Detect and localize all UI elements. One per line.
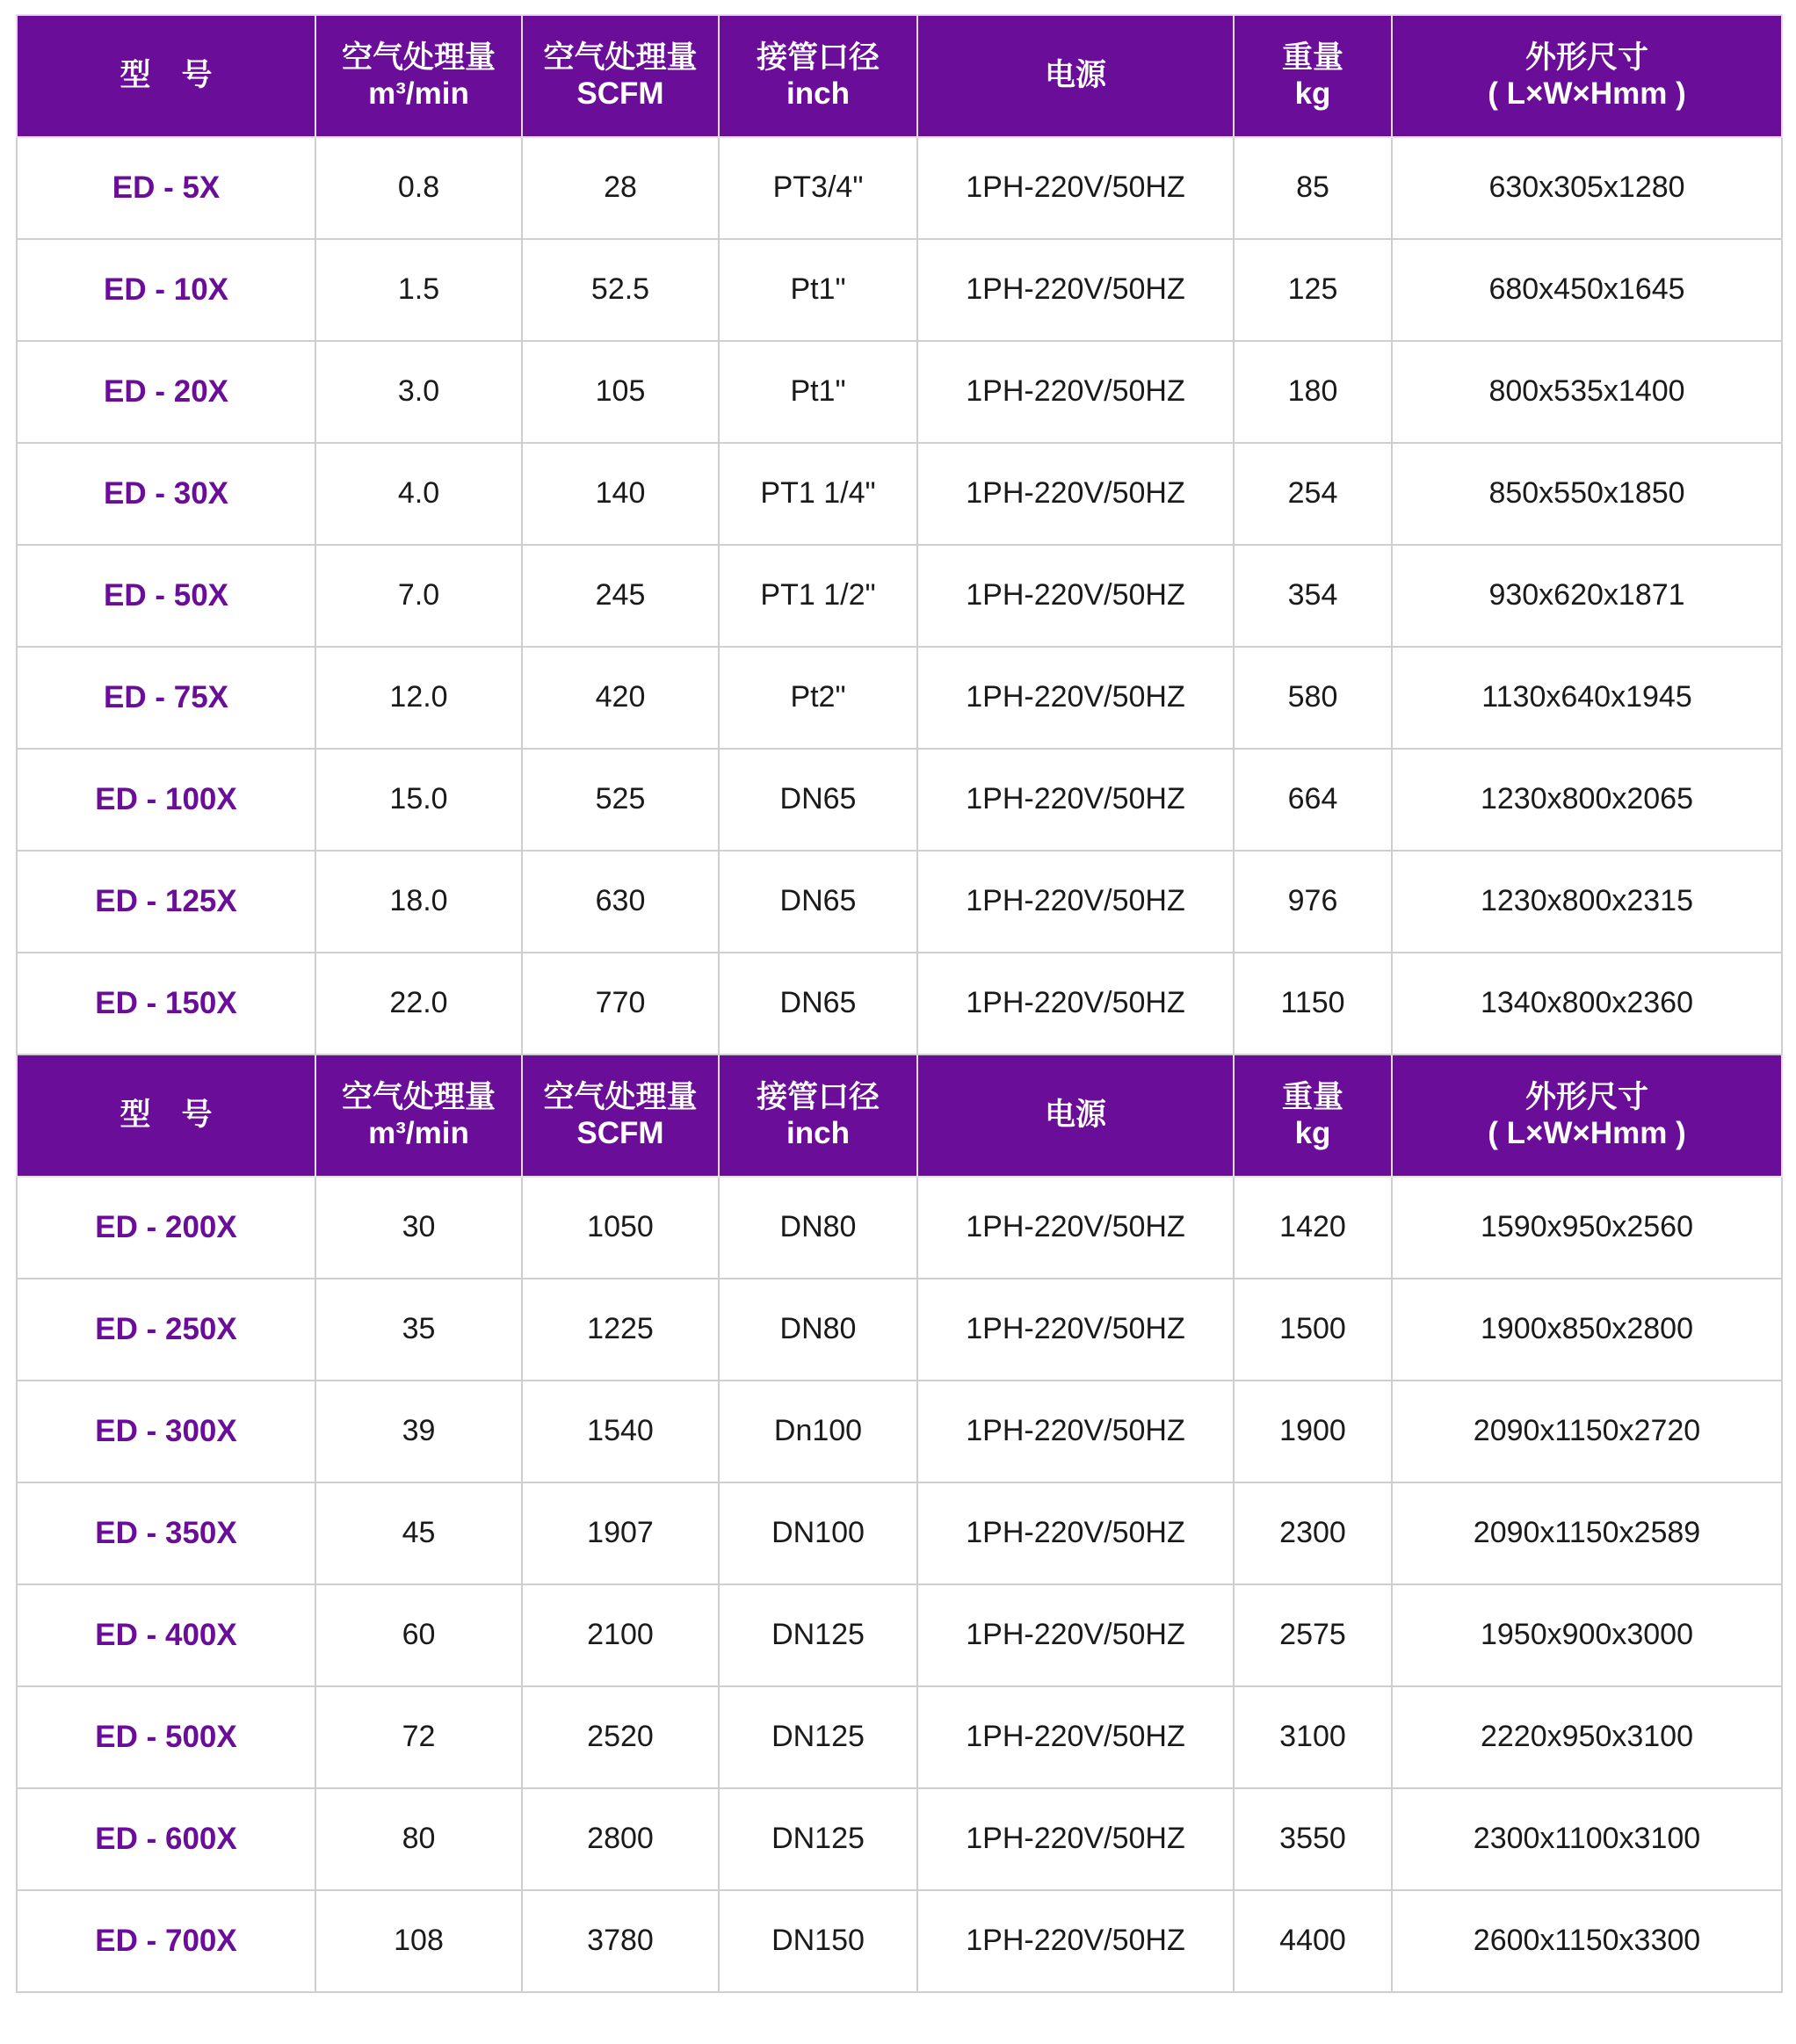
cell-dimensions: 2300x1100x3100 — [1392, 1788, 1782, 1890]
cell-pipe-size: DN65 — [719, 851, 917, 953]
cell-airflow-scfm: 525 — [522, 749, 719, 851]
cell-airflow-m3min: 60 — [315, 1584, 522, 1686]
header-pipe-size — [719, 1055, 917, 1177]
header-label: 接管口径 — [756, 1080, 880, 1115]
cell-airflow-m3min: 39 — [315, 1381, 522, 1482]
cell-pipe-size: DN65 — [719, 749, 917, 851]
cell-power: 1PH-220V/50HZ — [917, 647, 1234, 749]
header-label: 电源 — [1044, 1098, 1106, 1133]
cell-weight: 254 — [1234, 443, 1392, 545]
table-row — [17, 953, 1782, 1055]
header-label: 空气处理量 — [341, 40, 496, 76]
cell-airflow-m3min: 15.0 — [315, 749, 522, 851]
cell-power: 1PH-220V/50HZ — [917, 239, 1234, 341]
table-row — [17, 443, 1782, 545]
cell-model: ED - 5X — [17, 137, 315, 239]
cell-power: 1PH-220V/50HZ — [917, 545, 1234, 647]
cell-pipe-size: DN125 — [719, 1584, 917, 1686]
header-model — [17, 1055, 315, 1177]
cell-airflow-m3min: 3.0 — [315, 341, 522, 443]
cell-dimensions: 800x535x1400 — [1392, 341, 1782, 443]
header-label: 电源 — [1044, 58, 1106, 93]
cell-airflow-scfm: 1907 — [522, 1482, 719, 1584]
cell-airflow-scfm: 245 — [522, 545, 719, 647]
cell-weight: 4400 — [1234, 1890, 1392, 1992]
cell-pipe-size: Pt1" — [719, 239, 917, 341]
header-unit: inch — [786, 1115, 850, 1150]
cell-power: 1PH-220V/50HZ — [917, 1381, 1234, 1482]
cell-pipe-size: DN100 — [719, 1482, 917, 1584]
cell-pipe-size: DN80 — [719, 1177, 917, 1279]
cell-power: 1PH-220V/50HZ — [917, 1482, 1234, 1584]
cell-dimensions: 1340x800x2360 — [1392, 953, 1782, 1055]
cell-model: ED - 250X — [17, 1279, 315, 1381]
cell-model: ED - 700X — [17, 1890, 315, 1992]
cell-airflow-scfm: 1225 — [522, 1279, 719, 1381]
cell-airflow-scfm: 2100 — [522, 1584, 719, 1686]
cell-airflow-scfm: 52.5 — [522, 239, 719, 341]
table-row — [17, 1177, 1782, 1279]
cell-airflow-m3min: 4.0 — [315, 443, 522, 545]
cell-airflow-m3min: 0.8 — [315, 137, 522, 239]
cell-dimensions: 850x550x1850 — [1392, 443, 1782, 545]
table-row — [17, 1279, 1782, 1381]
table-row — [17, 239, 1782, 341]
table-row — [17, 545, 1782, 647]
cell-model: ED - 200X — [17, 1177, 315, 1279]
cell-model: ED - 20X — [17, 341, 315, 443]
cell-dimensions: 2090x1150x2720 — [1392, 1381, 1782, 1482]
cell-weight: 2300 — [1234, 1482, 1392, 1584]
header-dimensions — [1392, 1055, 1782, 1177]
cell-model: ED - 300X — [17, 1381, 315, 1482]
cell-pipe-size: PT1 1/2" — [719, 545, 917, 647]
header-unit: kg — [1294, 1115, 1331, 1150]
cell-dimensions: 2220x950x3100 — [1392, 1686, 1782, 1788]
cell-airflow-m3min: 45 — [315, 1482, 522, 1584]
header-unit: ( L×W×Hmm ) — [1488, 76, 1686, 111]
cell-power: 1PH-220V/50HZ — [917, 749, 1234, 851]
cell-power: 1PH-220V/50HZ — [917, 1584, 1234, 1686]
header-label: 外形尺寸 — [1524, 40, 1648, 76]
table-row — [17, 341, 1782, 443]
table-row — [17, 137, 1782, 239]
cell-airflow-scfm: 3780 — [522, 1890, 719, 1992]
cell-pipe-size: Pt1" — [719, 341, 917, 443]
header-weight — [1234, 15, 1392, 137]
cell-pipe-size: DN150 — [719, 1890, 917, 1992]
cell-model: ED - 50X — [17, 545, 315, 647]
cell-airflow-scfm: 2520 — [522, 1686, 719, 1788]
cell-model: ED - 500X — [17, 1686, 315, 1788]
table-row — [17, 1482, 1782, 1584]
cell-airflow-m3min: 72 — [315, 1686, 522, 1788]
cell-dimensions: 1230x800x2315 — [1392, 851, 1782, 953]
cell-power: 1PH-220V/50HZ — [917, 953, 1234, 1055]
cell-model: ED - 600X — [17, 1788, 315, 1890]
header-label: 型 号 — [119, 58, 213, 93]
cell-power: 1PH-220V/50HZ — [917, 1279, 1234, 1381]
cell-pipe-size: Pt2" — [719, 647, 917, 749]
header-label: 空气处理量 — [543, 1080, 698, 1115]
cell-weight: 3550 — [1234, 1788, 1392, 1890]
cell-model: ED - 10X — [17, 239, 315, 341]
cell-power: 1PH-220V/50HZ — [917, 137, 1234, 239]
header-unit: SCFM — [576, 76, 664, 111]
spec-table-body — [17, 15, 1782, 1992]
cell-power: 1PH-220V/50HZ — [917, 1177, 1234, 1279]
cell-weight: 1500 — [1234, 1279, 1392, 1381]
header-label: 空气处理量 — [543, 40, 698, 76]
cell-model: ED - 75X — [17, 647, 315, 749]
spec-table — [16, 14, 1783, 1993]
cell-airflow-m3min: 22.0 — [315, 953, 522, 1055]
cell-weight: 976 — [1234, 851, 1392, 953]
cell-weight: 2575 — [1234, 1584, 1392, 1686]
cell-airflow-m3min: 12.0 — [315, 647, 522, 749]
cell-airflow-m3min: 108 — [315, 1890, 522, 1992]
table-row — [17, 647, 1782, 749]
table-row — [17, 1890, 1782, 1992]
cell-model: ED - 150X — [17, 953, 315, 1055]
header-model — [17, 15, 315, 137]
cell-weight: 580 — [1234, 647, 1392, 749]
table-row — [17, 749, 1782, 851]
cell-airflow-scfm: 420 — [522, 647, 719, 749]
header-unit: m³/min — [368, 1115, 469, 1150]
cell-airflow-scfm: 105 — [522, 341, 719, 443]
table-row — [17, 1381, 1782, 1482]
header-unit: kg — [1294, 76, 1331, 111]
header-label: 外形尺寸 — [1524, 1080, 1648, 1115]
cell-model: ED - 125X — [17, 851, 315, 953]
cell-airflow-scfm: 630 — [522, 851, 719, 953]
cell-dimensions: 1900x850x2800 — [1392, 1279, 1782, 1381]
cell-dimensions: 1230x800x2065 — [1392, 749, 1782, 851]
cell-airflow-m3min: 35 — [315, 1279, 522, 1381]
header-label: 接管口径 — [756, 40, 880, 76]
header-row — [17, 15, 1782, 137]
cell-power: 1PH-220V/50HZ — [917, 851, 1234, 953]
cell-airflow-m3min: 1.5 — [315, 239, 522, 341]
cell-airflow-scfm: 28 — [522, 137, 719, 239]
header-dimensions — [1392, 15, 1782, 137]
header-label: 空气处理量 — [341, 1080, 496, 1115]
header-unit: SCFM — [576, 1115, 664, 1150]
cell-pipe-size: Dn100 — [719, 1381, 917, 1482]
cell-weight: 664 — [1234, 749, 1392, 851]
cell-pipe-size: DN65 — [719, 953, 917, 1055]
cell-airflow-m3min: 18.0 — [315, 851, 522, 953]
cell-weight: 354 — [1234, 545, 1392, 647]
cell-weight: 1900 — [1234, 1381, 1392, 1482]
cell-airflow-scfm: 2800 — [522, 1788, 719, 1890]
cell-airflow-m3min: 7.0 — [315, 545, 522, 647]
header-weight — [1234, 1055, 1392, 1177]
cell-model: ED - 400X — [17, 1584, 315, 1686]
header-power — [917, 1055, 1234, 1177]
cell-airflow-m3min: 30 — [315, 1177, 522, 1279]
cell-power: 1PH-220V/50HZ — [917, 341, 1234, 443]
cell-dimensions: 1590x950x2560 — [1392, 1177, 1782, 1279]
header-airflow-m3min — [315, 15, 522, 137]
cell-dimensions: 2600x1150x3300 — [1392, 1890, 1782, 1992]
cell-model: ED - 30X — [17, 443, 315, 545]
header-airflow-m3min — [315, 1055, 522, 1177]
cell-model: ED - 100X — [17, 749, 315, 851]
cell-weight: 1420 — [1234, 1177, 1392, 1279]
cell-airflow-scfm: 1050 — [522, 1177, 719, 1279]
cell-pipe-size: DN125 — [719, 1788, 917, 1890]
cell-weight: 85 — [1234, 137, 1392, 239]
cell-dimensions: 930x620x1871 — [1392, 545, 1782, 647]
cell-pipe-size: PT3/4" — [719, 137, 917, 239]
cell-power: 1PH-220V/50HZ — [917, 1788, 1234, 1890]
cell-weight: 1150 — [1234, 953, 1392, 1055]
header-label: 重量 — [1281, 1080, 1343, 1115]
cell-weight: 3100 — [1234, 1686, 1392, 1788]
cell-dimensions: 1950x900x3000 — [1392, 1584, 1782, 1686]
table-row — [17, 851, 1782, 953]
table-row — [17, 1584, 1782, 1686]
cell-pipe-size: PT1 1/4" — [719, 443, 917, 545]
header-power — [917, 15, 1234, 137]
header-label: 型 号 — [119, 1098, 213, 1133]
table-row — [17, 1788, 1782, 1890]
cell-airflow-scfm: 1540 — [522, 1381, 719, 1482]
cell-airflow-m3min: 80 — [315, 1788, 522, 1890]
cell-airflow-scfm: 140 — [522, 443, 719, 545]
cell-dimensions: 2090x1150x2589 — [1392, 1482, 1782, 1584]
cell-dimensions: 680x450x1645 — [1392, 239, 1782, 341]
table-row — [17, 1686, 1782, 1788]
cell-pipe-size: DN80 — [719, 1279, 917, 1381]
header-unit: m³/min — [368, 76, 469, 111]
cell-power: 1PH-220V/50HZ — [917, 443, 1234, 545]
header-airflow-scfm — [522, 1055, 719, 1177]
header-row — [17, 1055, 1782, 1177]
cell-airflow-scfm: 770 — [522, 953, 719, 1055]
cell-power: 1PH-220V/50HZ — [917, 1890, 1234, 1992]
cell-weight: 180 — [1234, 341, 1392, 443]
cell-dimensions: 630x305x1280 — [1392, 137, 1782, 239]
header-label: 重量 — [1281, 40, 1343, 76]
header-unit: ( L×W×Hmm ) — [1488, 1115, 1686, 1150]
header-airflow-scfm — [522, 15, 719, 137]
cell-model: ED - 350X — [17, 1482, 315, 1584]
header-unit: inch — [786, 76, 850, 111]
cell-pipe-size: DN125 — [719, 1686, 917, 1788]
cell-dimensions: 1130x640x1945 — [1392, 647, 1782, 749]
header-pipe-size — [719, 15, 917, 137]
cell-power: 1PH-220V/50HZ — [917, 1686, 1234, 1788]
cell-weight: 125 — [1234, 239, 1392, 341]
